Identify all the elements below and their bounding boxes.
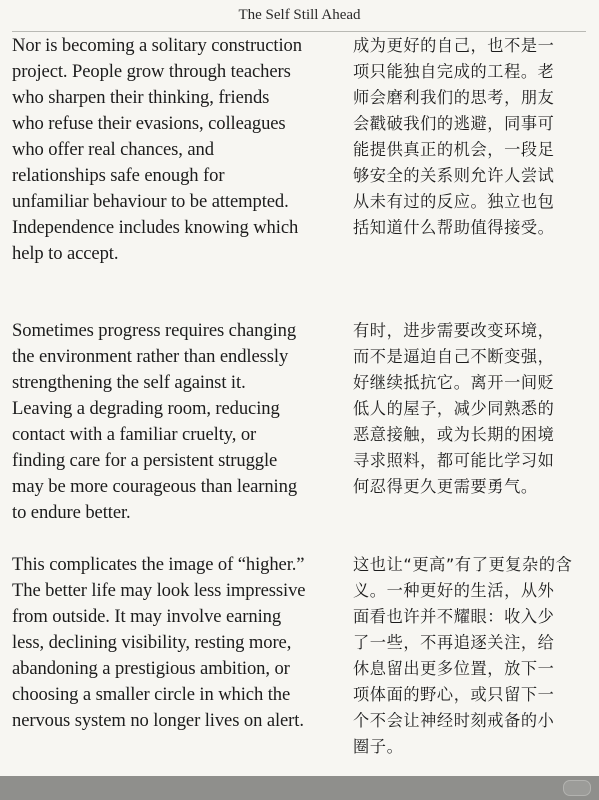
text-line: Independence includes knowing which (12, 217, 299, 238)
text-line: 面看也许并不耀眼：收入少 (353, 607, 555, 626)
text-line: This complicates the image of “higher.” (12, 554, 305, 575)
text-line: who sharpen their thinking, friends (12, 87, 270, 108)
text-line: 好继续抵抗它。离开一间贬 (353, 373, 555, 392)
paragraph-3-chinese (353, 552, 589, 760)
text-line: to endure better. (12, 502, 131, 523)
paragraph-3-english (12, 552, 348, 734)
text-line: abandoning a prestigious ambition, or (12, 658, 290, 679)
paragraph-1-english (12, 33, 348, 267)
text-line: Sometimes progress requires changing (12, 320, 297, 341)
text-line: 够安全的关系则允许人尝试 (353, 166, 555, 185)
text-line: 项只能独自完成的工程。老 (353, 62, 555, 81)
text-line: 括知道什么帮助值得接受。 (353, 218, 555, 237)
text-line: 何忍得更久更需要勇气。 (353, 477, 538, 496)
text-line: who offer real chances, and (12, 139, 214, 160)
paragraph-1-chinese (353, 33, 589, 241)
text-line: 而不是逼迫自己不断变强， (353, 347, 555, 366)
text-line: 低人的屋子，减少同熟悉的 (353, 399, 555, 418)
text-line: project. People grow through teachers (12, 61, 291, 82)
text-line: 从未有过的反应。独立也包 (353, 192, 555, 211)
text-line: 寻求照料，都可能比学习如 (353, 451, 555, 470)
text-line: nervous system no longer lives on alert. (12, 710, 304, 731)
watermark-icon (563, 780, 591, 796)
text-line: choosing a smaller circle in which the (12, 684, 291, 705)
text-line: may be more courageous than learning (12, 476, 298, 497)
text-line: unfamiliar behaviour to be attempted. (12, 191, 289, 212)
text-line: 会戳破我们的逃避，同事可 (353, 114, 555, 133)
text-line: help to accept. (12, 243, 119, 264)
text-line: 恶意接触，或为长期的困境 (353, 425, 555, 444)
text-line: strengthening the self against it. (12, 372, 246, 393)
text-line: 有时，进步需要改变环境， (353, 321, 555, 340)
text-line: from outside. It may involve earning (12, 606, 282, 627)
text-line: 休息留出更多位置，放下一 (353, 659, 555, 678)
text-line: who refuse their evasions, colleagues (12, 113, 286, 134)
text-line: less, declining visibility, resting more, (12, 632, 292, 653)
text-line: relationships safe enough for (12, 165, 225, 186)
text-line: 能提供真正的机会，一段足 (353, 140, 555, 159)
text-line: Nor is becoming a solitary construction (12, 35, 302, 56)
text-line: 义。一种更好的生活，从外 (353, 581, 555, 600)
text-line: The better life may look less impressive (12, 580, 306, 601)
paragraph-2-english (12, 318, 348, 526)
text-line: 师会磨利我们的思考，朋友 (353, 88, 555, 107)
text-line: 个不会让神经时刻戒备的小 (353, 711, 555, 730)
text-line: 这也让“更高”有了更复杂的含 (353, 555, 573, 574)
text-line: 项体面的野心，或只留下一 (353, 685, 555, 704)
text-line: Leaving a degrading room, reducing (12, 398, 280, 419)
text-line: the environment rather than endlessly (12, 346, 289, 367)
text-line: 成为更好的自己，也不是一 (353, 36, 555, 55)
text-line: 圈子。 (353, 737, 404, 756)
text-line: 了一些，不再追逐关注，给 (353, 633, 555, 652)
text-line: finding care for a persistent struggle (12, 450, 278, 471)
header-divider (12, 31, 586, 32)
bottom-bar (0, 776, 599, 800)
text-line: contact with a familiar cruelty, or (12, 424, 257, 445)
paragraph-2-chinese (353, 318, 589, 500)
page-title: The Self Still Ahead (238, 7, 361, 23)
